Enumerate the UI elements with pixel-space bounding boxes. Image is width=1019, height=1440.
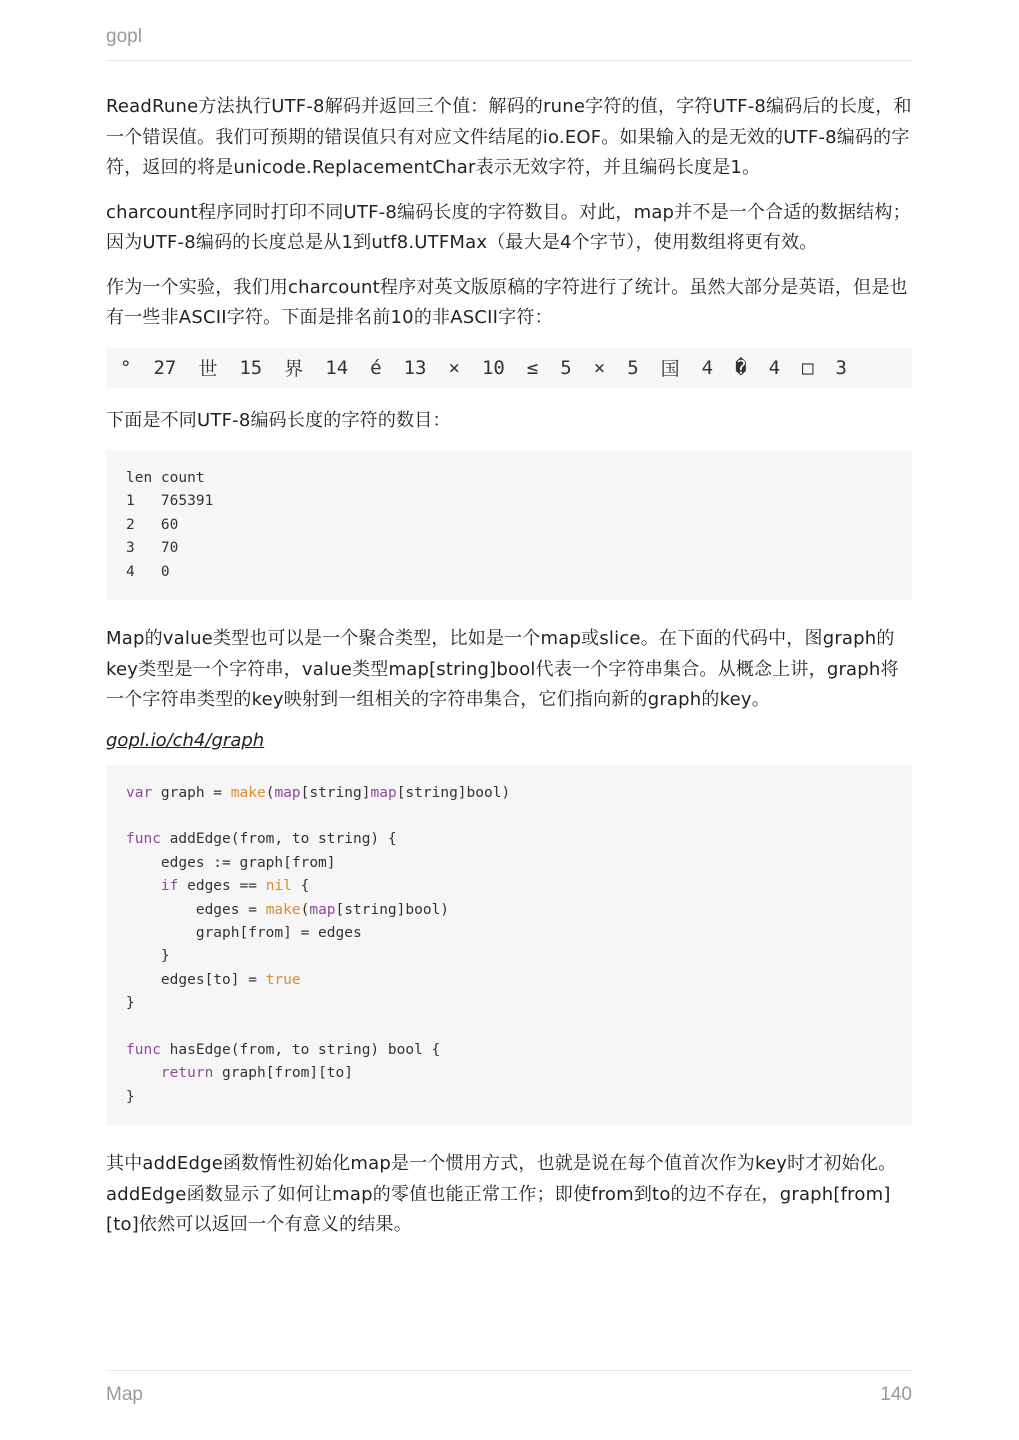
- graph-code-block: var graph = make(map[string]map[string]bool) func addEdge(from, to string) { edges := graph[from] if edges == nil { edges = make(map[string]bool) graph[from] = edges } edges[to] = true } func hasEdge(from, to string) bool { return graph[from][to] }: [106, 765, 912, 1126]
- char-count: 10: [481, 356, 505, 379]
- char-count: 5: [627, 356, 639, 379]
- char-count: 13: [403, 356, 427, 379]
- paragraph-charcount: charcount程序同时打印不同UTF-8编码长度的字符数目。对此，map并不是一个合适的数据结构；因为UTF-8编码的长度总是从1到utf8.UTFMax（最大是4个字节），使用数组将更有效。: [106, 201, 911, 253]
- char-count: 15: [239, 356, 263, 379]
- char-count: 3: [835, 356, 847, 379]
- char-glyph: 世: [198, 358, 218, 380]
- count-table-row: 3 70: [126, 540, 179, 557]
- char-glyph: ≤: [526, 356, 539, 379]
- char-count: 4: [701, 356, 714, 379]
- char-glyph: ×: [448, 356, 460, 379]
- count-table-block: [106, 450, 912, 600]
- count-table-row: 2 60: [126, 516, 179, 533]
- char-count: 14: [325, 356, 349, 379]
- char-count: 4: [768, 356, 781, 379]
- char-count: 27: [153, 356, 177, 379]
- char-count: 5: [560, 356, 572, 379]
- char-glyph: □: [802, 356, 814, 379]
- char-glyph: 国: [660, 358, 680, 380]
- char-glyph: é: [370, 356, 382, 379]
- char-glyph: °: [120, 356, 132, 379]
- char-glyph: �: [735, 356, 747, 379]
- paragraph-map-value: Map的value类型也可以是一个聚合类型，比如是一个map或slice。在下面的代码中，图graph的key类型是一个字符串，value类型map[string]bool代表一个字符串集合。从概念上讲，graph将一个字符串类型的key映射到一组相关的字符串集合，它们指向新的graph的key。: [106, 628, 899, 711]
- paragraph-length-counts: 下面是不同UTF-8编码长度的字符的数目：: [106, 409, 451, 431]
- paragraph-addedge: 其中addEdge函数惰性初始化map是一个惯用方式，也就是说在每个值首次作为key时才初始化。addEdge函数显示了如何让map的零值也能正常工作；即使from到to的边不存在，graph[from][to]依然可以返回一个有意义的结果。: [106, 1153, 897, 1236]
- count-table-row: 1 765391: [126, 493, 214, 510]
- page-footer: [106, 1370, 912, 1420]
- char-glyph: ×: [593, 356, 606, 379]
- page-number: 140: [880, 1384, 912, 1405]
- book-title: gopl: [106, 26, 142, 47]
- paragraph-experiment: 作为一个实验，我们用charcount程序对英文版原稿的字符进行了统计。虽然大部分是英语，但是也有一些非ASCII字符。下面是排名前10的非ASCII字符：: [106, 276, 908, 328]
- count-table-row: 4 0: [126, 563, 170, 580]
- graph-source-link[interactable]: gopl.io/ch4/graph: [106, 729, 265, 751]
- page-header: [106, 22, 912, 61]
- count-table-header: len count: [126, 470, 205, 486]
- top-chars-strip: [106, 348, 912, 388]
- paragraph-readrune: ReadRune方法执行UTF-8解码并返回三个值：解码的rune字符的值，字符UTF-8编码后的长度，和一个错误值。我们可预期的错误值只有对应文件结尾的io.EOF。如果输入的是无效的UTF-8编码的字符，返回的将是unicode.ReplacementChar表示无效字符，并且编码长度是1。: [106, 96, 912, 178]
- char-glyph: 界: [284, 358, 304, 380]
- page-content: [106, 92, 912, 1255]
- chapter-title: Map: [106, 1384, 143, 1405]
